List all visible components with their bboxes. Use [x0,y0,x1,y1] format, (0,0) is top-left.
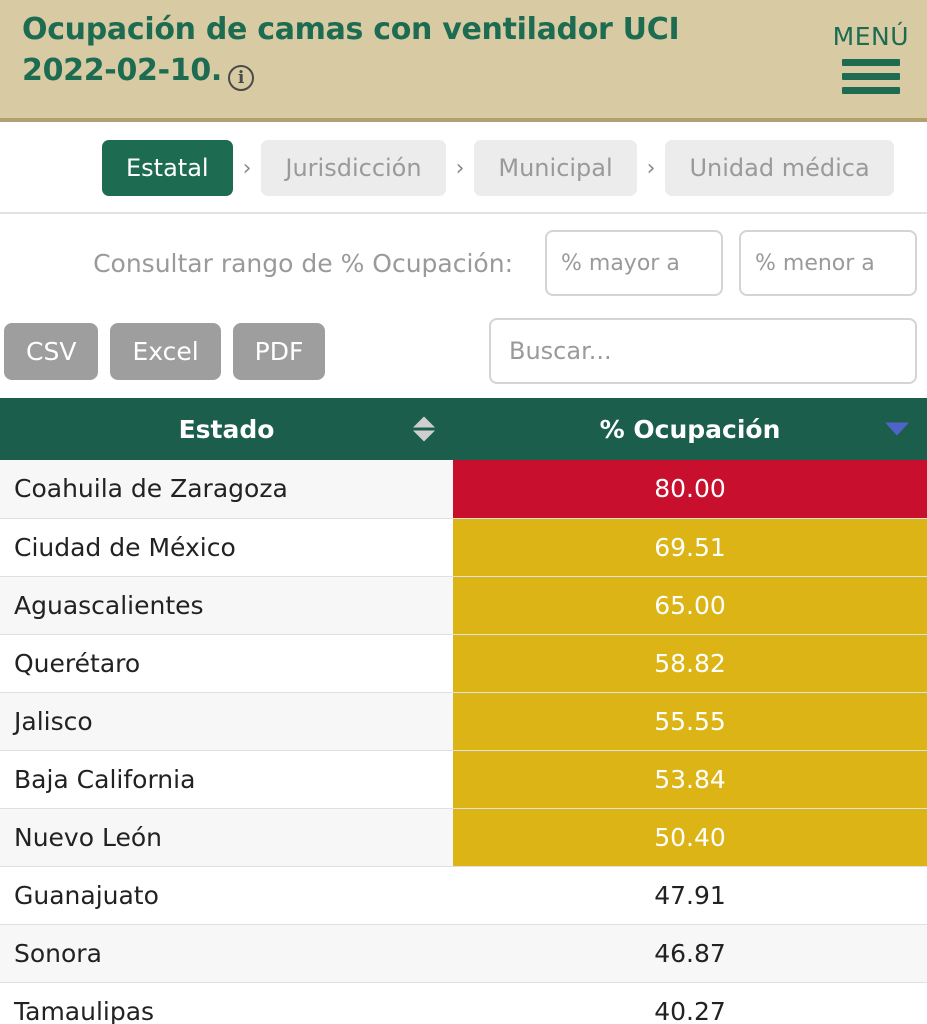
column-header-estado[interactable] [0,398,453,460]
cell-estado: Querétaro [0,634,453,692]
info-icon[interactable]: i [228,65,254,91]
table-row[interactable] [0,982,927,1024]
sort-both-icon[interactable] [413,417,435,442]
breadcrumb-separator: › [455,155,465,181]
cell-ocupacion: 40.27 [453,982,927,1024]
cell-ocupacion: 55.55 [453,692,927,750]
breadcrumb-item-unidad-medica[interactable]: Unidad médica [665,140,893,196]
cell-ocupacion: 69.51 [453,518,927,576]
breadcrumb-item-jurisdiccion[interactable]: Jurisdicción [261,140,445,196]
breadcrumb-separator: › [646,155,656,181]
table-row[interactable] [0,460,927,518]
column-header-estado-label: Estado [178,414,275,444]
export-excel-button[interactable]: Excel [110,323,220,380]
table-body [0,460,927,1024]
cell-ocupacion: 47.91 [453,866,927,924]
sort-descending-icon[interactable] [885,423,909,436]
menu-button[interactable] [833,10,909,94]
search-input[interactable] [489,318,917,384]
column-header-ocupacion-label: % Ocupación [599,414,781,444]
table-row[interactable] [0,692,927,750]
page-title [22,10,722,91]
cell-ocupacion: 53.84 [453,750,927,808]
table-tools-row [0,310,927,398]
cell-ocupacion: 58.82 [453,634,927,692]
page-title-text: Ocupación de camas con ventilador UCI 2022-02-10. [22,12,680,88]
cell-estado: Baja California [0,750,453,808]
table-head [0,398,927,460]
breadcrumb [0,122,927,214]
table-row[interactable] [0,750,927,808]
export-csv-button[interactable]: CSV [4,323,98,380]
table-row[interactable] [0,866,927,924]
cell-estado: Jalisco [0,692,453,750]
breadcrumb-item-municipal[interactable]: Municipal [474,140,636,196]
cell-estado: Aguascalientes [0,576,453,634]
table-header-row [0,398,927,460]
range-filter-label: Consultar rango de % Ocupación: [93,248,513,278]
occupancy-table [0,398,927,1024]
table-row[interactable] [0,576,927,634]
cell-ocupacion: 65.00 [453,576,927,634]
cell-estado: Coahuila de Zaragoza [0,460,453,518]
range-less-input[interactable] [739,230,917,296]
table-row[interactable] [0,924,927,982]
range-filter-row [0,214,927,310]
cell-ocupacion: 46.87 [453,924,927,982]
breadcrumb-separator: › [242,155,252,181]
export-pdf-button[interactable]: PDF [233,323,326,380]
cell-estado: Ciudad de México [0,518,453,576]
page-header [0,0,927,122]
column-header-ocupacion[interactable] [453,398,927,460]
cell-ocupacion: 80.00 [453,460,927,518]
table-row[interactable] [0,518,927,576]
table-row[interactable] [0,634,927,692]
cell-estado: Guanajuato [0,866,453,924]
range-greater-input[interactable] [545,230,723,296]
cell-estado: Sonora [0,924,453,982]
cell-estado: Tamaulipas [0,982,453,1024]
menu-label: MENÚ [832,22,909,51]
export-button-group [2,323,325,380]
table-row[interactable] [0,808,927,866]
cell-estado: Nuevo León [0,808,453,866]
breadcrumb-item-estatal[interactable]: Estatal [102,140,233,196]
cell-ocupacion: 50.40 [453,808,927,866]
hamburger-icon[interactable] [842,59,900,94]
